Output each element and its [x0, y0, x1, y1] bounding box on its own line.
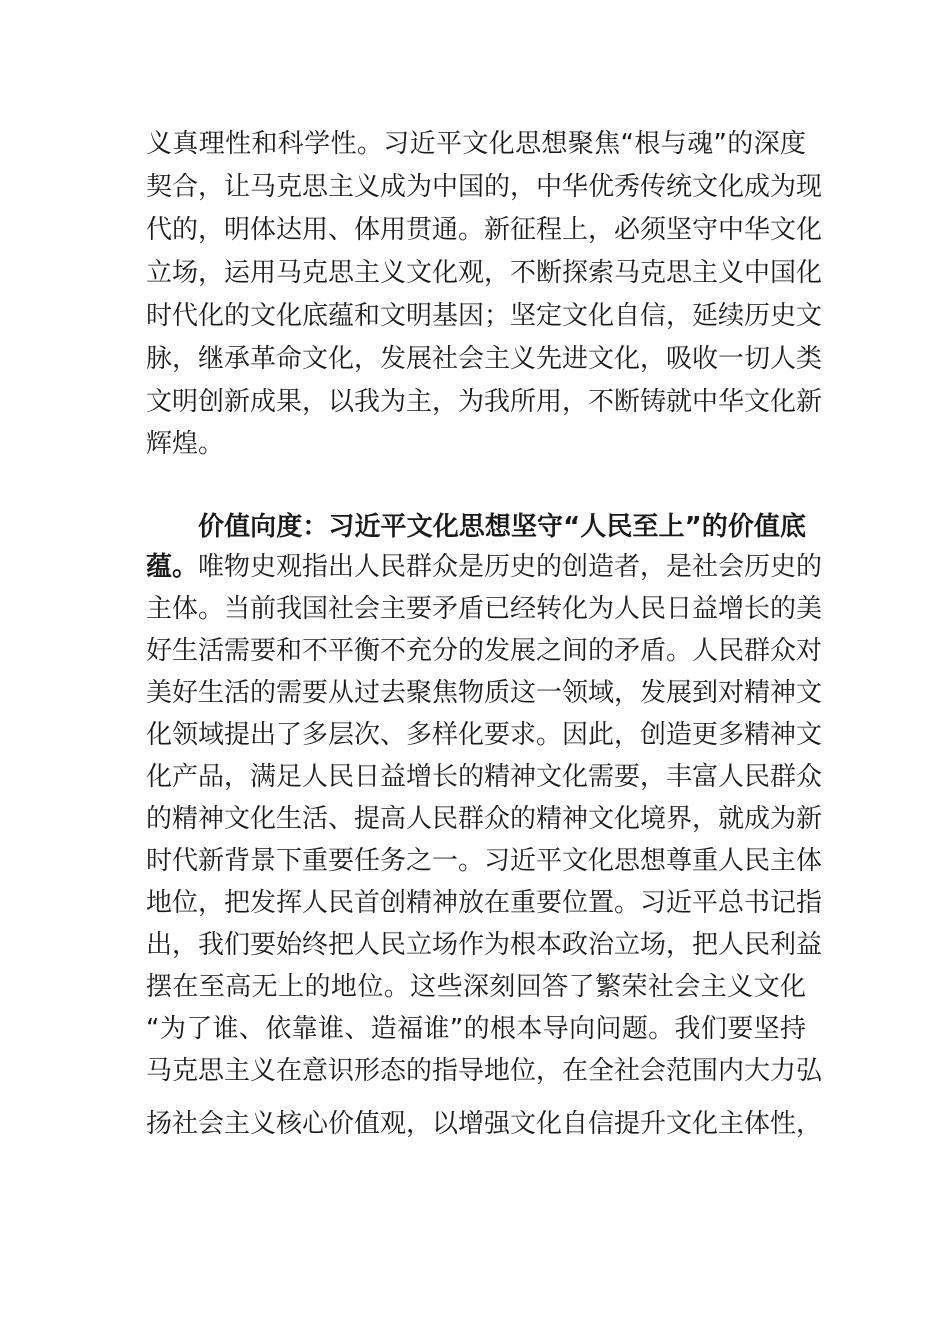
- text-line: 主体。当前我国社会主要矛盾已经转化为人民日益增长的美: [146, 594, 823, 624]
- text-line: 化产品，满足人民日益增长的精神文化需要，丰富人民群众: [146, 762, 823, 792]
- text-line: 摆在至高无上的地位。这些深刻回答了繁荣社会主义文化: [146, 972, 806, 1002]
- text-line: 辉煌。: [146, 429, 225, 459]
- text-line: 地位，把发挥人民首创精神放在重要位置。习近平总书记指: [146, 888, 823, 918]
- text-line: 的精神文化生活、提高人民群众的精神文化境界，就成为新: [146, 804, 823, 834]
- text-line: 时代新背景下重要任务之一。习近平文化思想尊重人民主体: [146, 846, 823, 876]
- text-line: 文明创新成果，以我为主，为我所用，不断铸就中华文化新: [146, 387, 823, 417]
- text-line: 美好生活的需要从过去聚焦物质这一领域，发展到对精神文: [146, 678, 823, 708]
- text-line: [146, 550, 823, 584]
- text-line-rest: 唯物史观指出人民群众是历史的创造者，是社会历史的: [198, 552, 823, 582]
- text-line: 出，我们要始终把人民立场作为根本政治立场，把人民利益: [146, 930, 823, 960]
- text-line: 代的，明体达用、体用贯通。新征程上，必须坚守中华文化: [146, 215, 823, 245]
- text-line: 脉，继承革命文化，发展社会主义先进文化，吸收一切人类: [146, 344, 823, 374]
- text-line: 好生活需要和不平衡不充分的发展之间的矛盾。人民群众对: [146, 636, 823, 666]
- text-line: 义真理性和科学性。习近平文化思想聚焦“根与魂”的深度: [146, 129, 806, 159]
- text-line: 马克思主义在意识形态的指导地位，在全社会范围内大力弘: [146, 1056, 823, 1086]
- text-line: 立场，运用马克思主义文化观，不断探索马克思主义中国化: [146, 258, 823, 288]
- section-heading: 价值向度：习近平文化思想坚守“人民至上”的价值底: [198, 512, 806, 542]
- text-line: 扬社会主义核心价值观，以增强文化自信提升文化主体性，: [146, 1109, 823, 1139]
- section-heading-end: 蕴。: [146, 552, 199, 582]
- text-line: 时代化的文化底蕴和文明基因；坚定文化自信，延续历史文: [146, 301, 823, 331]
- text-line: “为了谁、依靠谁、造福谁”的根本导向问题。我们要坚持: [146, 1014, 806, 1044]
- text-line: 化领域提出了多层次、多样化要求。因此，创造更多精神文: [146, 720, 823, 750]
- text-line: 契合，让马克思主义成为中国的，中华优秀传统文化成为现: [146, 172, 823, 202]
